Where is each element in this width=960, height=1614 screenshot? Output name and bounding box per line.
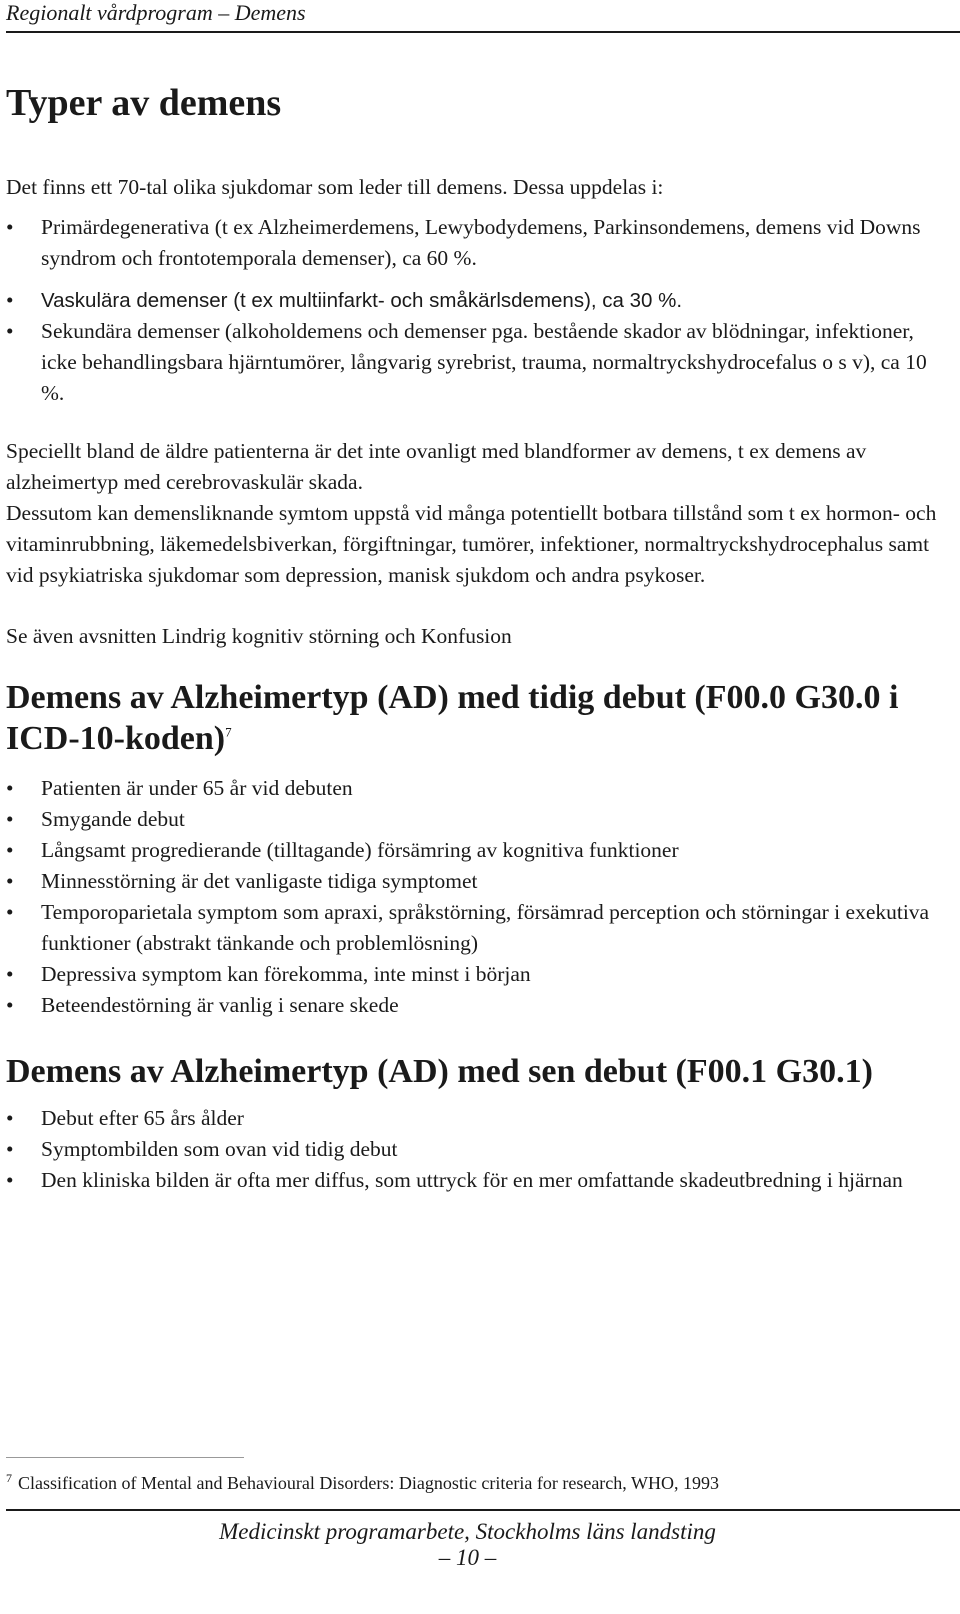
section-heading-text: Demens av Alzheimertyp (AD) med tidig debut (F00.0 G30.0 i ICD-10-koden): [6, 679, 899, 757]
bullet: •: [6, 1137, 14, 1161]
early-onset-list: [6, 773, 954, 1021]
list-item: [6, 1134, 954, 1165]
bullet: •: [6, 900, 14, 924]
footnote-number: 7: [6, 1471, 12, 1485]
list-item: [6, 773, 954, 804]
bullet: •: [6, 838, 14, 862]
treatable-conditions-paragraph: Dessutom kan demensliknande symtom uppstå vid många potentiellt botbara tillstånd som t ex hormon- och vitaminrubbning, läkemedelsbiverkan, förgiftningar, tumörer, infektioner, normaltryckshydrocephalus samt vid psykiatriska sjukdomar som depression, manisk sjukdom och andra psykoser.: [6, 501, 937, 587]
list-item: [6, 1103, 954, 1134]
bullet: •: [6, 215, 14, 239]
footnote-reference: 7: [225, 724, 232, 740]
footer-rule: [6, 1509, 960, 1511]
list-item-text: Debut efter 65 års ålder: [41, 1106, 244, 1130]
list-item-text: Beteendestörning är vanlig i senare skede: [41, 993, 399, 1017]
list-item-text: Sekundära demenser (alkoholdemens och demenser pga. bestående skador av blödningar, infektioner, icke behandlingsbara hjärntumörer, långvarig syrebrist, trauma, normaltryckshydrocefalus o s v), ca 10 %.: [41, 319, 927, 405]
list-item-text: Långsamt progredierande (tilltagande) försämring av kognitiva funktioner: [41, 838, 679, 862]
footnote-separator: [6, 1457, 244, 1458]
list-item-text: Temporoparietala symptom som apraxi, språkstörning, försämrad perception och störningar i exekutiva funktioner (abstrakt tänkande och problemlösning): [41, 900, 930, 955]
list-item: [6, 959, 954, 990]
list-item: [6, 897, 954, 959]
section-heading-late-onset: Demens av Alzheimertyp (AD) med sen debut (F00.1 G30.1): [6, 1053, 873, 1090]
bullet: •: [6, 319, 14, 343]
list-item: [6, 804, 954, 835]
intro-paragraph: Det finns ett 70-tal olika sjukdomar som leder till demens. Dessa uppdelas i:: [6, 175, 664, 199]
footer-organization: Medicinskt programarbete, Stockholms läns landsting: [219, 1519, 716, 1544]
page-content: [6, 80, 954, 1196]
list-item: [6, 1165, 954, 1196]
bullet: •: [6, 1106, 14, 1130]
bullet: •: [6, 776, 14, 800]
list-item-text: Symptombilden som ovan vid tidig debut: [41, 1137, 398, 1161]
page-title: Typer av demens: [6, 82, 282, 124]
section-heading-early-onset: [6, 677, 954, 759]
footnote: [6, 1466, 954, 1495]
list-item-text: Patienten är under 65 år vid debuten: [41, 776, 353, 800]
list-item: [6, 835, 954, 866]
list-item-text: Minnesstörning är det vanligaste tidiga symptomet: [41, 869, 478, 893]
list-item: [6, 285, 954, 316]
list-item-text: Vaskulära demenser (t ex multiinfarkt- och småkärlsdemens), ca 30 %.: [41, 289, 683, 312]
list-item: [6, 316, 954, 409]
bullet: •: [6, 962, 14, 986]
page-number: – 10 –: [438, 1545, 497, 1570]
header-rule: [6, 31, 960, 33]
list-item-text: Den kliniska bilden är ofta mer diffus, som uttryck för en mer omfattande skadeutbredning i hjärnan: [41, 1168, 903, 1192]
dementia-types-list: [6, 212, 954, 409]
bullet: •: [6, 993, 14, 1017]
list-item: [6, 866, 954, 897]
list-item-text: Depressiva symptom kan förekomma, inte minst i början: [41, 962, 531, 986]
running-header: Regionalt vårdprogram – Demens: [6, 0, 306, 25]
bullet: •: [6, 807, 14, 831]
list-item: [6, 990, 954, 1021]
list-item-text: Primärdegenerativa (t ex Alzheimerdemens, Lewybodydemens, Parkinsondemens, demens vid Downs syndrom och frontotemporala demenser), ca 60 %.: [41, 215, 921, 270]
see-also-paragraph: Se även avsnitten Lindrig kognitiv störning och Konfusion: [6, 624, 512, 648]
mixed-forms-paragraph: Speciellt bland de äldre patienterna är det inte ovanligt med blandformer av demens, t ex demens av alzheimertyp med cerebrovaskulär skada.: [6, 439, 867, 494]
bullet: •: [6, 1168, 14, 1192]
bullet: •: [6, 869, 14, 893]
bullet: •: [6, 288, 14, 312]
footnote-text: Classification of Mental and Behavioural Disorders: Diagnostic criteria for research, WHO, 1993: [18, 1473, 719, 1493]
list-item: [6, 212, 954, 274]
list-item-text: Smygande debut: [41, 807, 185, 831]
late-onset-list: [6, 1103, 954, 1196]
